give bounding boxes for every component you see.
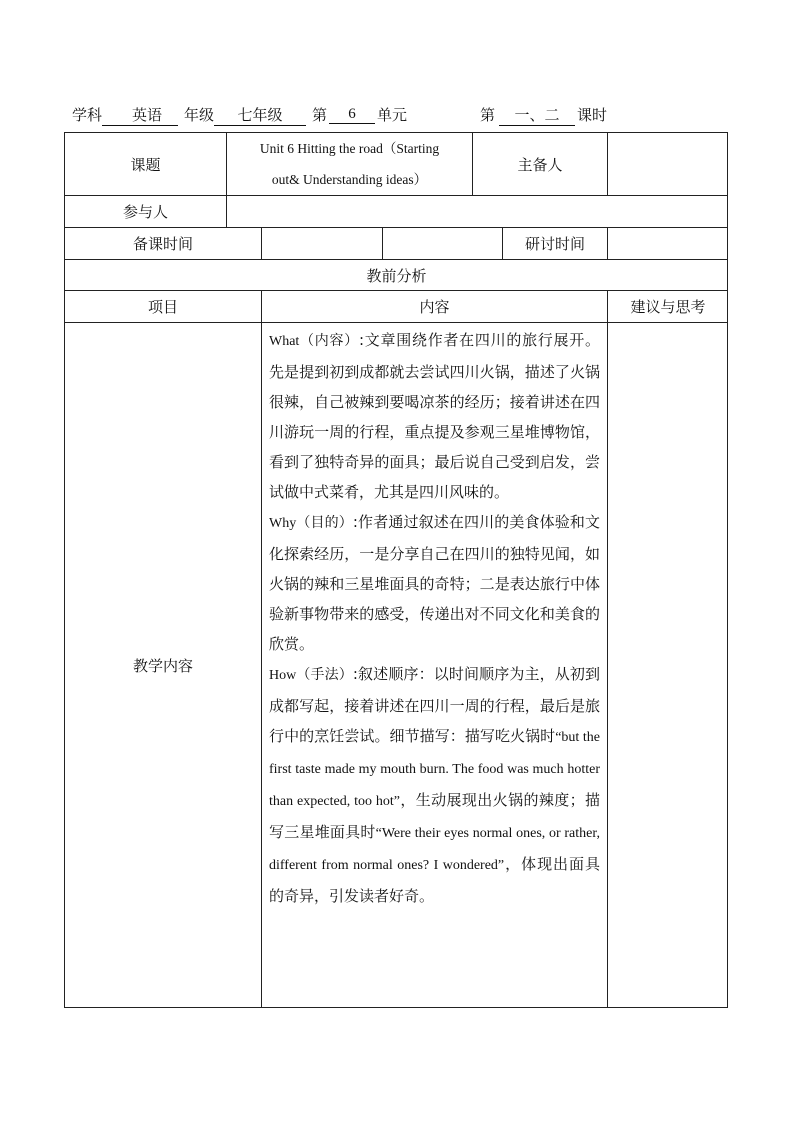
pre-analysis-title: 教前分析	[366, 266, 427, 285]
lesson-plan-table	[64, 132, 728, 1008]
topic-value-line1: Unit 6 Hitting the road（Starting	[259, 141, 440, 156]
prep-time-label: 备课时间	[132, 235, 193, 253]
lesson-value	[499, 104, 575, 126]
pre-analysis-title-cell	[64, 259, 728, 290]
participants-label-cell	[64, 195, 226, 227]
topic-value-cell	[226, 132, 472, 195]
col-content-header	[261, 290, 607, 322]
lesson-prefix: 第	[480, 106, 496, 124]
unit-prefix: 第	[312, 106, 328, 124]
unit-suffix: 单元	[377, 106, 408, 124]
col-suggestion-header	[607, 290, 728, 322]
prep-time-label-cell	[64, 227, 261, 259]
col-item-label: 项目	[147, 298, 178, 316]
prep-time-value-cell-1	[261, 227, 382, 259]
subject-value-text: 英语	[131, 106, 162, 124]
how-text-3: ，体现出面具的奇异，引发读者好奇。	[269, 855, 600, 905]
topic-value-line2: out& Understanding ideas）	[271, 172, 428, 187]
unit-value-text: 6	[348, 106, 356, 122]
unit-value	[329, 104, 375, 124]
how-quote-1: “but the first taste made my mouth burn. The food was much hotter than expected, too hot”	[269, 730, 600, 809]
why-label: Why（目的）	[269, 516, 353, 531]
lead-preparer-label: 主备人	[517, 155, 563, 174]
what-text: :文章围绕作者在四川的旅行展开。先是提到初到成都就去尝试四川火锅，描述了火锅很辣，自己被辣到要喝凉茶的经历；接着讲述在四川游玩一周的行程，重点提及参观三星堆博物馆，看到了独特奇异的面具；最后说自己受到启发，尝试做中式菜肴，尤其是四川风味的。	[269, 331, 600, 501]
participants-value-cell	[226, 195, 728, 227]
lead-preparer-value-cell	[607, 132, 728, 195]
grade-value-text: 七年级	[237, 106, 283, 124]
what-label: What（内容）	[269, 334, 359, 349]
document-header	[72, 104, 712, 126]
how-label: How（手法）	[269, 668, 353, 683]
what-paragraph	[269, 325, 600, 507]
how-text-2: ，生动展现出火锅的辣度；描写三星堆面具时	[269, 791, 600, 841]
why-paragraph	[269, 507, 600, 659]
research-time-label-cell	[502, 227, 607, 259]
grade-value	[214, 104, 306, 126]
why-text: :作者通过叙述在四川的美食体验和文化探索经历，一是分享自己在四川的独特见闻，如火锅的辣和三星堆面具的奇特；二是表达旅行中体验新事物带来的感受，传递出对不同文化和美食的欣赏。	[269, 513, 601, 653]
col-content-label: 内容	[419, 298, 450, 316]
subject-value	[102, 104, 178, 126]
topic-label: 课题	[130, 155, 161, 174]
teaching-content-cell	[261, 322, 607, 1008]
how-quote-2: “Were their eyes normal ones, or rather, different from normal ones? I wondered”	[269, 826, 600, 873]
grade-label: 年级	[184, 106, 215, 124]
research-time-label: 研讨时间	[524, 235, 585, 253]
teaching-content-label: 教学内容	[132, 657, 193, 675]
research-time-value-cell	[607, 227, 728, 259]
how-paragraph	[269, 659, 600, 911]
prep-time-value-cell-2	[382, 227, 502, 259]
lesson-value-text: 一、二	[514, 106, 560, 124]
col-item-header	[64, 290, 261, 322]
col-suggestion-label: 建议与思考	[630, 298, 706, 316]
topic-label-cell	[64, 132, 226, 195]
participants-label: 参与人	[122, 203, 168, 221]
lead-preparer-label-cell	[472, 132, 607, 195]
teaching-content-label-cell	[64, 322, 261, 1008]
subject-label: 学科	[72, 106, 103, 124]
suggestion-cell	[607, 322, 728, 1008]
lesson-suffix: 课时	[577, 106, 608, 124]
how-text-1: :叙述顺序：以时间顺序为主，从初到成都写起，接着讲述在四川一周的行程，最后是旅行中的烹饪尝试。细节描写：描写吃火锅时	[269, 665, 600, 745]
